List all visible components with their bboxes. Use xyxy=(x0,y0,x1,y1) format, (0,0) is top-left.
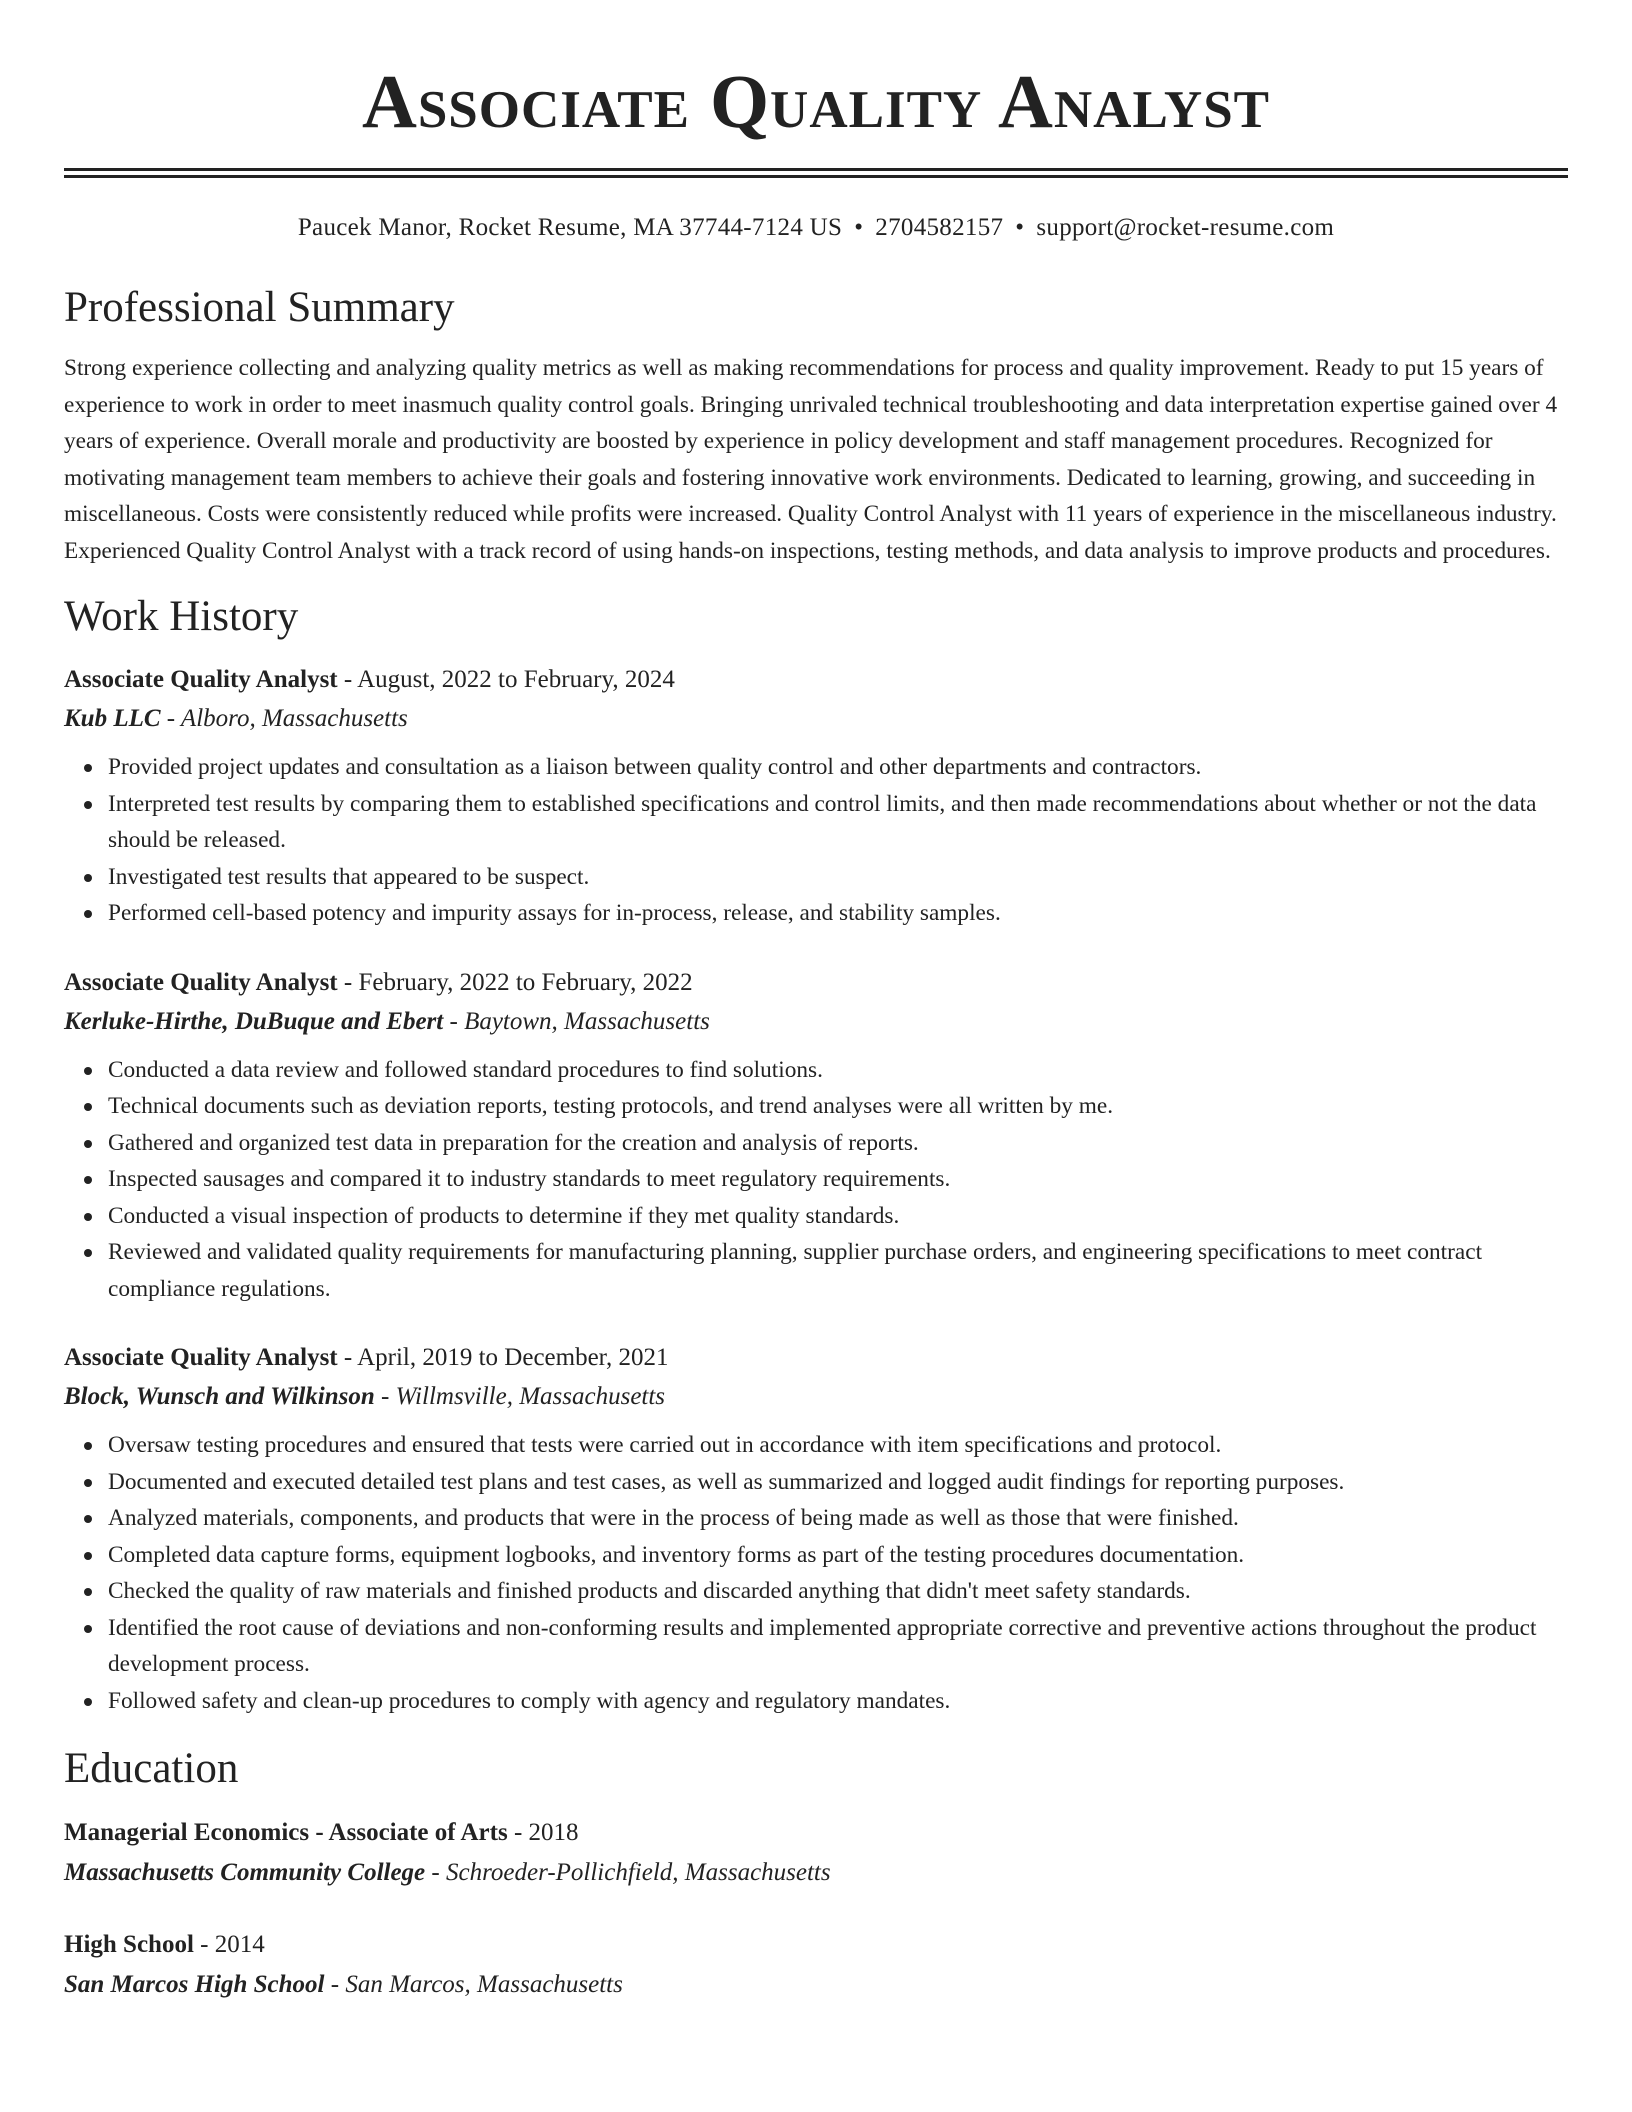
education-school-line xyxy=(64,1965,1568,2005)
job-role: Associate Quality Analyst xyxy=(64,1344,338,1371)
job-bullet: Provided project updates and consultation as a liaison between quality control and other departments and contractors. xyxy=(108,749,1568,786)
job-entry xyxy=(64,964,1568,1308)
job-title-line xyxy=(64,1339,1568,1377)
job-company-line xyxy=(64,1377,1568,1417)
education-location: Schroeder-Pollichfield, Massachusetts xyxy=(446,1859,831,1886)
job-bullet-list xyxy=(64,749,1568,932)
education-heading: Education xyxy=(64,1745,239,1792)
dash: - xyxy=(337,666,358,693)
dash: - xyxy=(337,968,359,996)
job-role: Associate Quality Analyst xyxy=(64,666,338,693)
job-bullet: Technical documents such as deviation reports, testing protocols, and trend analyses were all written by me. xyxy=(108,1088,1568,1125)
job-location: Willmsville, Massachusetts xyxy=(395,1383,666,1410)
education-degree: Managerial Economics - Associate of Arts xyxy=(64,1819,508,1846)
contact-email: support@rocket-resume.com xyxy=(1036,214,1335,241)
job-bullet: Inspected sausages and compared it to industry standards to meet regulatory requirements. xyxy=(108,1161,1568,1198)
summary-text: Strong experience collecting and analyzing quality metrics as well as making recommendations for process and quality improvement. Ready to put 15 years of experience to work in order to meet inasmuch quality control goals. Bringing unrivaled technical troubleshooting and data interpretation expertise gained over 4 years of experience. Overall morale and productivity are boosted by experience in policy development and staff management procedures. Recognized for motivating management team members to achieve their goals and fostering innovative work environments. Dedicated to learning, growing, and succeeding in miscellaneous. Costs were consistently reduced while profits were increased. Quality Control Analyst with 11 years of experience in the miscellaneous industry. Experienced Quality Control Analyst with a track record of using hands-on inspections, testing methods, and data analysis to improve products and procedures. xyxy=(64,355,1558,564)
job-bullet: Gathered and organized test data in preparation for the creation and analysis of reports. xyxy=(108,1125,1568,1162)
dash: - xyxy=(324,1971,346,1998)
job-entry xyxy=(64,661,1568,932)
job-bullet-list xyxy=(64,1052,1568,1308)
job-bullet: Interpreted test results by comparing them to established specifications and control limits, and then made recommendations about whether or not the data should be released. xyxy=(108,786,1568,859)
job-bullet: Performed cell-based potency and impurity assays for in-process, release, and stability samples. xyxy=(108,895,1568,932)
education-year: 2018 xyxy=(528,1819,579,1846)
job-bullet: Reviewed and validated quality requirements for manufacturing planning, supplier purchase orders, and engineering specifications to meet contract compliance regulations. xyxy=(108,1234,1568,1307)
contact-phone: 2704582157 xyxy=(875,214,1004,241)
education-location: San Marcos, Massachusetts xyxy=(345,1971,623,1998)
contact-separator: • xyxy=(1015,214,1025,241)
education-entry xyxy=(64,1813,1568,1893)
job-company-line xyxy=(64,699,1568,739)
job-location: Baytown, Massachusetts xyxy=(464,1007,710,1035)
education-school: San Marcos High School xyxy=(64,1971,325,1998)
job-entry xyxy=(64,1339,1568,1719)
job-dates: February, 2022 to February, 2022 xyxy=(358,968,693,996)
job-company: Block, Wunsch and Wilkinson xyxy=(64,1383,375,1410)
job-dates: August, 2022 to February, 2024 xyxy=(357,666,675,693)
education-school-line xyxy=(64,1853,1568,1893)
contact-address: Paucek Manor, Rocket Resume, MA 37744-7124 US xyxy=(297,214,843,241)
dash: - xyxy=(160,705,181,732)
job-bullet: Documented and executed detailed test plans and test cases, as well as summarized and logged audit findings for reporting purposes. xyxy=(108,1464,1568,1501)
dash: - xyxy=(374,1383,396,1410)
job-company: Kerluke-Hirthe, DuBuque and Ebert xyxy=(64,1007,444,1035)
job-role: Associate Quality Analyst xyxy=(64,968,338,996)
job-bullet: Conducted a data review and followed standard procedures to find solutions. xyxy=(108,1052,1568,1089)
job-company: Kub LLC xyxy=(64,705,161,732)
education-entry xyxy=(64,1925,1568,2005)
job-title-line xyxy=(64,661,1568,699)
dash: - xyxy=(507,1819,529,1846)
contact-line xyxy=(64,212,1568,244)
title-double-rule xyxy=(64,168,1568,178)
work-history-heading: Work History xyxy=(64,593,299,640)
dash: - xyxy=(425,1859,446,1886)
job-title-line xyxy=(64,964,1568,1002)
education-school: Massachusetts Community College xyxy=(64,1859,426,1886)
summary-heading: Professional Summary xyxy=(64,284,455,331)
job-company-line xyxy=(64,1002,1568,1042)
job-bullet: Investigated test results that appeared to be suspect. xyxy=(108,859,1568,896)
job-bullet: Checked the quality of raw materials and finished products and discarded anything that didn't meet safety standards. xyxy=(108,1573,1568,1610)
education-year: 2014 xyxy=(214,1931,265,1958)
dash: - xyxy=(443,1007,465,1035)
education-degree-line xyxy=(64,1813,1568,1853)
job-bullet: Followed safety and clean-up procedures to comply with agency and regulatory mandates. xyxy=(108,1683,1568,1720)
contact-separator: • xyxy=(854,214,864,241)
job-bullet-list xyxy=(64,1427,1568,1719)
job-bullet: Conducted a visual inspection of products to determine if they met quality standards. xyxy=(108,1198,1568,1235)
education-degree-line xyxy=(64,1925,1568,1965)
dash: - xyxy=(337,1344,358,1371)
education-degree: High School xyxy=(64,1931,194,1958)
job-dates: April, 2019 to December, 2021 xyxy=(357,1344,669,1371)
resume-title: Associate Quality Analyst xyxy=(361,60,1271,144)
job-bullet: Analyzed materials, components, and products that were in the process of being made as well as those that were finished. xyxy=(108,1500,1568,1537)
dash: - xyxy=(193,1931,215,1958)
job-bullet: Identified the root cause of deviations and non-conforming results and implemented appropriate corrective and preventive actions throughout the product development process. xyxy=(108,1610,1568,1683)
job-bullet: Oversaw testing procedures and ensured that tests were carried out in accordance with item specifications and protocol. xyxy=(108,1427,1568,1464)
job-bullet: Completed data capture forms, equipment logbooks, and inventory forms as part of the testing procedures documentation. xyxy=(108,1537,1568,1574)
job-location: Alboro, Massachusetts xyxy=(180,705,408,732)
